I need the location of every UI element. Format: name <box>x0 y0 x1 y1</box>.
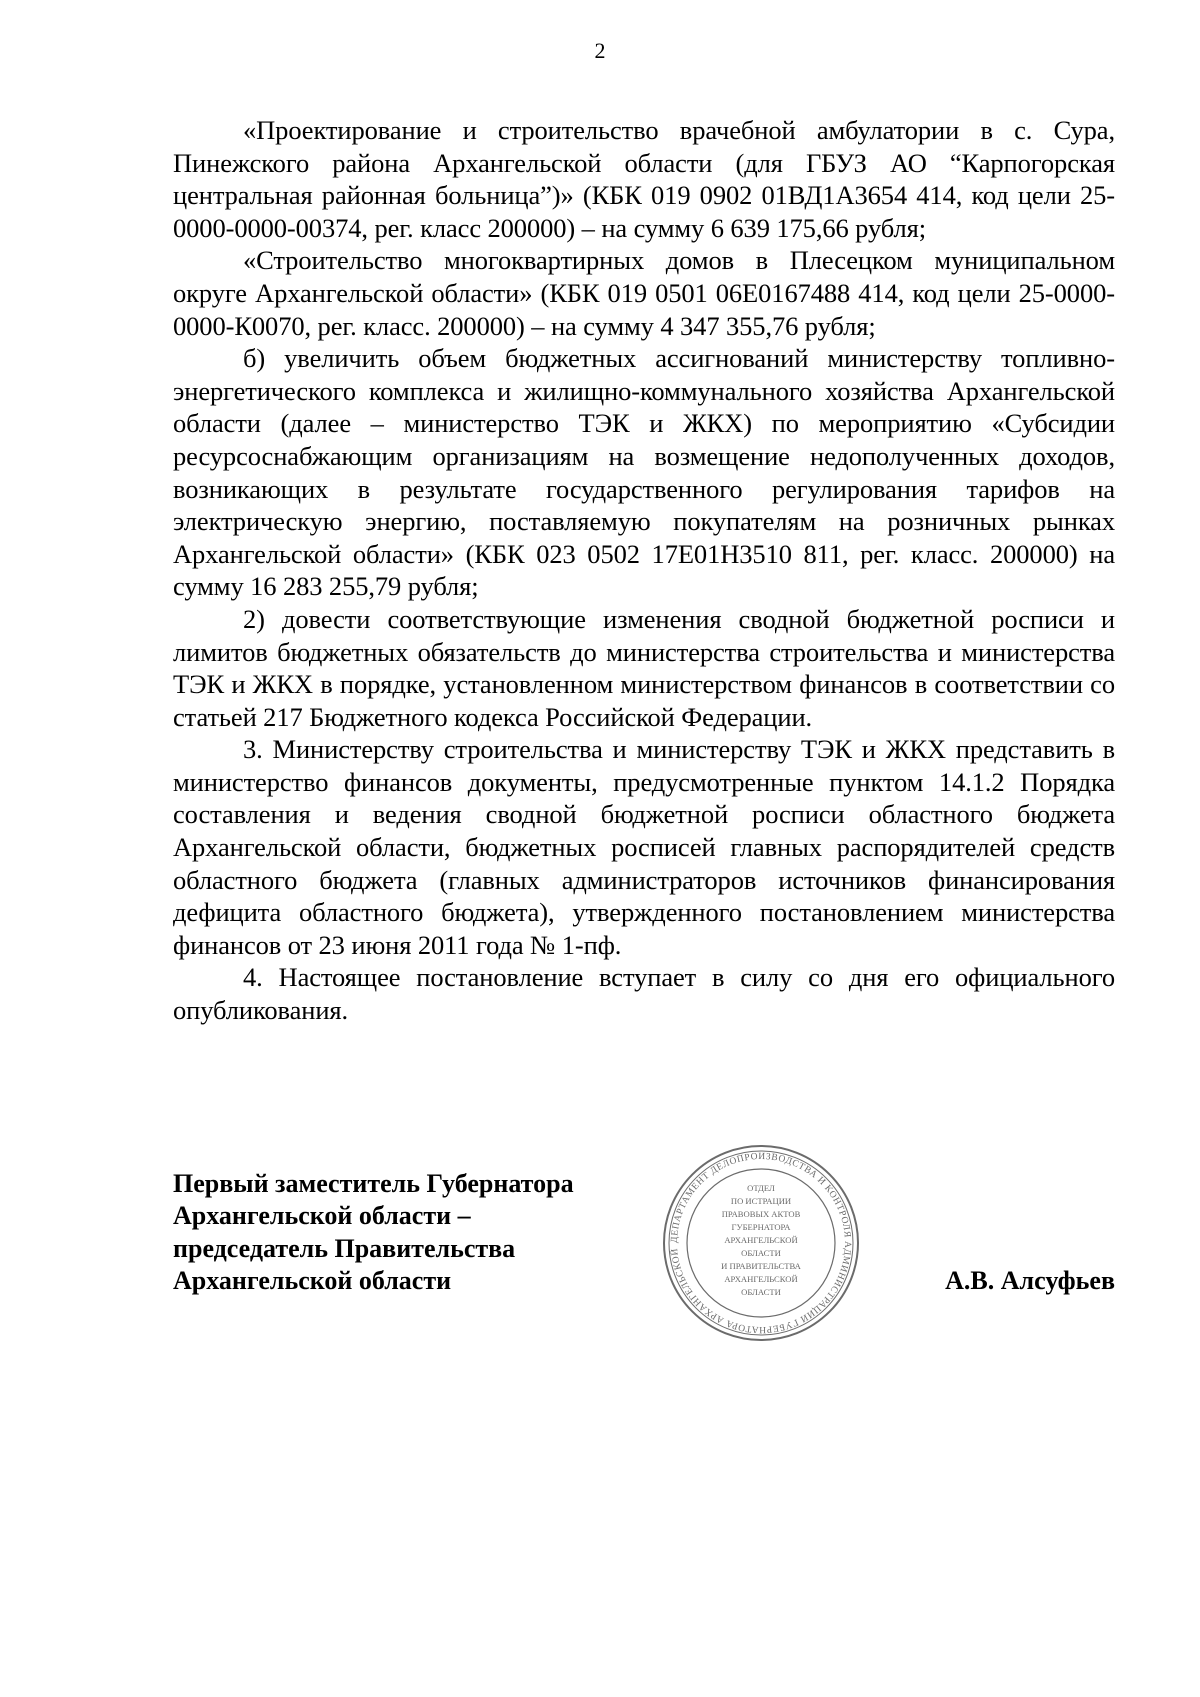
paragraph-effective-date: 4. Настоящее постановление вступает в силу со дня его официального опубликования. <box>173 962 1115 1026</box>
paragraph-ambulatory-project: «Проектирование и строительство врачебной амбулатории в с. Сура, Пинежского района Архангельской области (для ГБУЗ АО “Карпогорская центральная районная больница”)» (КБК 019 0902 01ВД1А3654 414, код цели 25-0000-0000-00374, рег. класс 200000) – на сумму 6 639 175,66 рубля; <box>173 115 1115 243</box>
signer-title-line: Архангельской области <box>173 1266 452 1296</box>
stamp-center-line: ГУБЕРНАТОРА <box>731 1222 791 1232</box>
stamp-graphic <box>661 1143 861 1343</box>
paragraph-fuel-energy-subsidy: б) увеличить объем бюджетных ассигнований министерству топливно-энергетического комплекса и жилищно-коммунального хозяйства Архангельской области (далее – министерство ТЭК и ЖКХ) по мероприятию «Субсидии ресурсоснабжающим организациям на возмещение недополученных доходов, возникающих в результате государственного регулирования тарифов на электрическую энергию, поставляемую покупателям на розничных рынках Архангельской области» (КБК 023 0502 17Е01Н3510 811, рег. класс. 200000) на сумму 16 283 255,79 рубля; <box>173 343 1115 602</box>
signer-title-line: Первый заместитель Губернатора <box>173 1169 574 1198</box>
stamp-center-line: И ПРАВИТЕЛЬСТВА <box>721 1261 801 1271</box>
stamp-center-line: АРХАНГЕЛЬСКОЙ <box>724 1274 798 1284</box>
signer-name: А.В. Алсуфьев <box>945 1266 1115 1295</box>
stamp-center-line: ПРАВОВЫХ АКТОВ <box>721 1209 801 1219</box>
page-number: 2 <box>594 38 606 63</box>
document-body <box>173 114 1115 1027</box>
stamp-center-line: ОБЛАСТИ <box>741 1248 781 1258</box>
stamp-ring-text: ДЕПАРТАМЕНТ ДЕЛОПРОИЗВОДСТВА И КОНТРОЛЯ АДМИНИСТРАЦИИ ГУБЕРНАТОРА АРХАНГЕЛЬСКОЙ <box>669 1151 853 1335</box>
official-stamp <box>661 1143 861 1343</box>
signer-title-line: председатель Правительства <box>173 1233 516 1263</box>
stamp-center-line: ОТДЕЛ <box>747 1183 775 1193</box>
stamp-center-text <box>721 1183 801 1297</box>
stamp-center-line: ПО ИСТРАЦИИ <box>730 1196 792 1206</box>
stamp-center-line: ОБЛАСТИ <box>741 1287 781 1297</box>
signer-title-line: Архангельской области – <box>173 1201 471 1231</box>
paragraph-apartment-construction: «Строительство многоквартирных домов в Плесецком муниципальном округе Архангельской области» (КБК 019 0501 06Е0167488 414, код цели 25-0000-0000-К0070, рег. класс. 200000) – на сумму 4 347 355,76 рубля; <box>173 245 1115 341</box>
paragraph-budget-changes: 2) довести соответствующие изменения сводной бюджетной росписи и лимитов бюджетных обязательств до министерства строительства и министерства ТЭК и ЖКХ в порядке, установленном министерством финансов в соответствии со статьей 217 Бюджетного кодекса Российской Федерации. <box>173 603 1115 732</box>
signature-block <box>173 1151 1115 1358</box>
signer-title <box>173 1168 574 1298</box>
paragraph-documents-submission: 3. Министерству строительства и министерству ТЭК и ЖКХ представить в министерство финансов документы, предусмотренные пунктом 14.1.2 Порядка составления и ведения сводной бюджетной росписи областного бюджета Архангельской области, бюджетных росписей главных распорядителей средств областного бюджета (главных администраторов источников финансирования дефицита областного бюджета), утвержденного постановлением министерства финансов от 23 июня 2011 года № 1-пф. <box>173 734 1115 960</box>
stamp-center-line: АРХАНГЕЛЬСКОЙ <box>724 1235 798 1245</box>
